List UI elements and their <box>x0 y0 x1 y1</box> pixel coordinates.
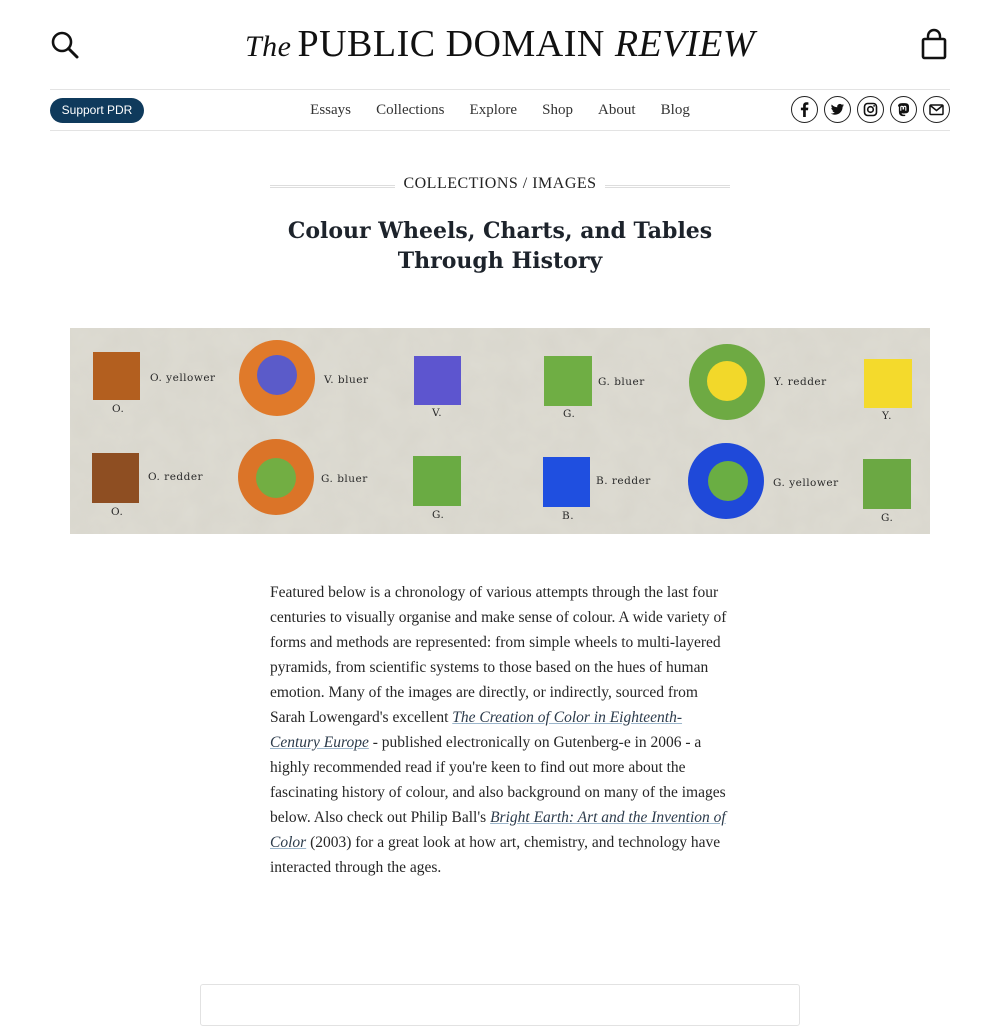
logo-review: REVIEW <box>614 23 755 65</box>
support-pdr-button[interactable]: Support PDR <box>50 98 144 123</box>
caption-y: Y. <box>882 410 892 422</box>
swatch-green-bottom-1 <box>413 456 461 506</box>
category-kicker <box>270 174 730 198</box>
swatch-green-bottom-2 <box>863 459 911 509</box>
facebook-link[interactable] <box>791 96 818 123</box>
main-navbar <box>50 89 950 131</box>
caption-o-bottom: O. <box>111 506 124 518</box>
swatch-orange-top <box>93 352 140 400</box>
caption-g-bottom-1: G. <box>432 509 445 521</box>
site-logo[interactable] <box>0 22 1000 66</box>
content-card <box>200 984 800 1026</box>
ring-inner-top-1 <box>257 355 297 395</box>
twitter-icon <box>825 97 850 122</box>
email-link[interactable] <box>923 96 950 123</box>
intro-paragraph <box>270 580 730 880</box>
intro-text-1: Featured below is a chronology of various attempts through the last four centuries to visually organise and make sense of colour. A wide variety of forms and methods are represented: from simple wheels to multi-layered pyramids, from scientific systems to those based on the hues of human emotion. Many of the images are directly, or indirectly, sourced from Sarah Lowengard's excellent <box>270 584 727 726</box>
twitter-link[interactable] <box>824 96 851 123</box>
ring-inner-bottom-2 <box>708 461 748 501</box>
caption-b: B. <box>562 510 575 522</box>
ring-inner-top-2 <box>707 361 747 401</box>
nav-essays[interactable]: Essays <box>310 102 352 118</box>
intro-text-3: (2003) for a great look at how art, chemistry, and technology have interacted through the ages. <box>270 834 721 876</box>
logo-main: PUBLIC DOMAIN <box>297 23 605 65</box>
email-icon <box>924 97 949 122</box>
cart-button[interactable] <box>918 28 950 62</box>
instagram-link[interactable] <box>857 96 884 123</box>
caption-g-bottom-2: G. <box>881 512 894 524</box>
nav-explore[interactable]: Explore <box>469 102 518 118</box>
nav-blog[interactable]: Blog <box>660 102 690 118</box>
paper-texture <box>70 328 930 534</box>
label-b-redder: B. redder <box>596 475 651 487</box>
page-title: Colour Wheels, Charts, and Tables Through History <box>287 218 713 274</box>
label-v-bluer: V. bluer <box>324 374 369 386</box>
swatch-brown <box>92 453 139 503</box>
label-o-redder: O. redder <box>148 471 204 483</box>
label-g-yellower: G. yellower <box>773 477 839 489</box>
link-bright-earth[interactable]: Bright Earth: Art and the Invention of Color <box>270 809 726 851</box>
swatch-blue <box>543 457 590 507</box>
shopping-bag-icon <box>918 28 950 62</box>
mastodon-icon <box>891 97 916 122</box>
mastodon-link[interactable] <box>890 96 917 123</box>
label-g-bluer-bottom: G. bluer <box>321 473 368 485</box>
link-creation-of-color[interactable]: The Creation of Color in Eighteenth-Century Europe <box>270 709 683 751</box>
label-o-yellower: O. yellower <box>150 372 216 384</box>
caption-o-top: O. <box>112 403 125 415</box>
hero-image <box>70 328 930 534</box>
instagram-icon <box>858 97 883 122</box>
caption-g-top: G. <box>563 408 576 420</box>
caption-v: V. <box>432 407 443 419</box>
nav-about[interactable]: About <box>598 102 636 118</box>
facebook-icon <box>792 97 817 122</box>
swatch-violet <box>414 356 461 405</box>
site-header <box>0 0 1000 90</box>
label-y-redder: Y. redder <box>774 376 827 388</box>
nav-shop[interactable]: Shop <box>542 102 573 118</box>
social-links <box>785 96 950 124</box>
label-g-bluer-top: G. bluer <box>598 376 645 388</box>
logo-the: The <box>244 30 292 63</box>
ring-inner-bottom-1 <box>256 458 296 498</box>
nav-collections[interactable]: Collections <box>376 102 445 118</box>
swatch-yellow <box>864 359 912 408</box>
intro-text-2: - published electronically on Gutenberg-e in 2006 - a highly recommended read if you're keen to find out more about the fascinating history of colour, and also background on many of the images below. Also check out Philip Ball's <box>270 734 726 826</box>
swatch-green-top <box>544 356 592 406</box>
kicker-rule-right <box>605 185 730 188</box>
category-breadcrumb[interactable]: COLLECTIONS / IMAGES <box>403 175 597 192</box>
